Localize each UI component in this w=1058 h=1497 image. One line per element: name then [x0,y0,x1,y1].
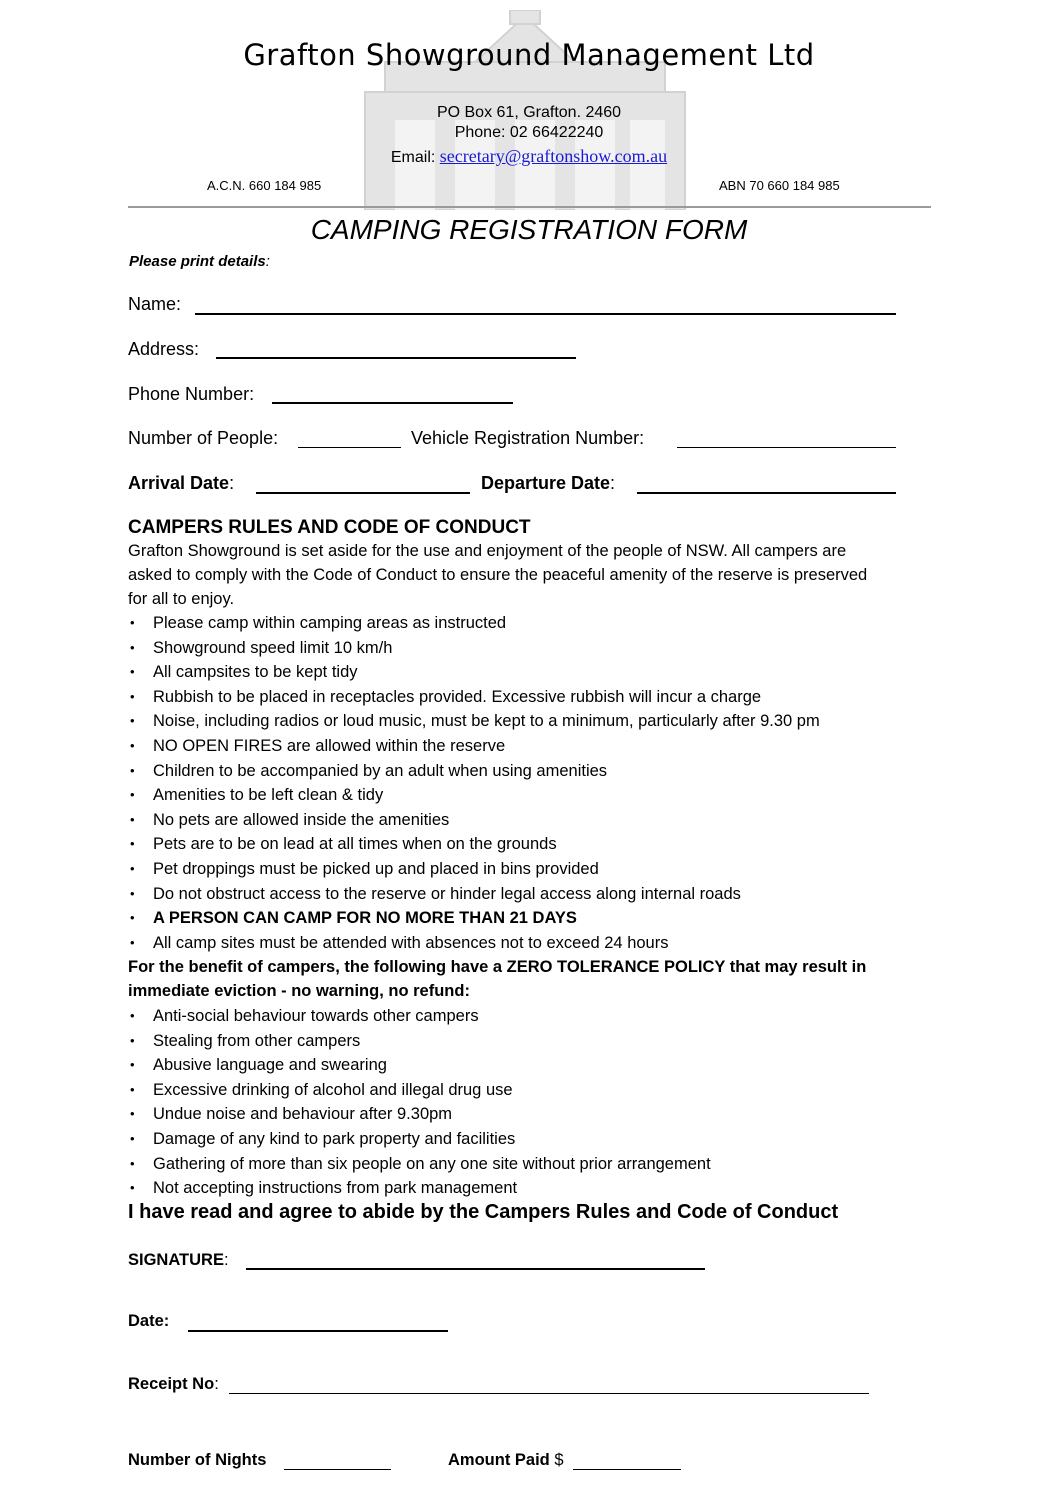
bullet-icon: • [130,1057,135,1073]
list-item: Amenities to be left clean & tidy [153,786,384,805]
people-field[interactable] [298,447,401,448]
list-item: Gathering of more than six people on any one site without prior arrangement [153,1154,711,1173]
signature-colon: : [223,1251,229,1269]
name-label: Name: [128,294,182,314]
list-item: Stealing from other campers [153,1031,361,1050]
bullet-icon: • [130,910,135,926]
bullet-icon: • [130,639,135,655]
amount-field[interactable] [573,1469,681,1470]
receipt-label-text: Receipt No [128,1375,215,1393]
arrival-label [128,473,234,494]
abn-number: ABN 70 660 184 985 [719,178,840,193]
rules-heading: CAMPERS RULES AND CODE OF CONDUCT [128,517,531,538]
address-field[interactable] [216,357,576,359]
list-item: Anti-social behaviour towards other campers [153,1007,479,1025]
postal-address: PO Box 61, Grafton. 2460 [436,104,622,121]
amount-label-text: Amount Paid [448,1451,550,1469]
date-field[interactable] [188,1330,448,1332]
departure-colon: : [610,473,616,493]
bullet-icon: • [130,836,135,852]
zero-tolerance-line: For the benefit of campers, the following have a ZERO TOLERANCE POLICY that may result in [128,958,867,976]
print-instruction [129,253,270,270]
list-item: All camp sites must be attended with absences not to exceed 24 hours [153,933,669,952]
header-divider [128,206,931,208]
arrival-date-field[interactable] [256,492,470,494]
list-item: Not accepting instructions from park management [153,1179,518,1198]
list-item: Excessive drinking of alcohol and illegal drug use [153,1080,513,1099]
list-item: Noise, including radios or loud music, must be kept to a minimum, particularly after 9.30 pm [153,712,820,731]
phone-number: Phone: 02 66422240 [454,124,604,141]
receipt-field[interactable] [229,1393,869,1394]
bullet-icon: • [130,934,135,950]
bullet-icon: • [130,615,135,630]
email-line [0,146,1058,167]
list-item: Damage of any kind to park property and facilities [153,1130,516,1148]
list-item: Pets are to be on lead at all times when on the grounds [153,835,557,854]
organisation-name: Grafton Showground Management Ltd [243,38,815,72]
signature-label-text: SIGNATURE [128,1251,224,1269]
departure-date-field[interactable] [637,492,896,494]
acn-number: A.C.N. 660 184 985 [207,178,322,193]
signature-label [128,1251,229,1270]
nights-field[interactable] [284,1469,391,1470]
bullet-icon: • [130,1180,135,1196]
list-item: Do not obstruct access to the reserve or hinder legal access along internal roads [153,884,741,903]
list-item: Rubbish to be placed in receptacles provided. Excessive rubbish will incur a charge [153,687,762,706]
agreement-statement: I have read and agree to abide by the Campers Rules and Code of Conduct [128,1201,839,1223]
arrival-colon: : [229,473,235,493]
form-title: CAMPING REGISTRATION FORM [310,214,748,245]
zero-tolerance-line: immediate eviction - no warning, no refund: [128,982,470,1000]
nights-label: Number of Nights [128,1451,267,1469]
list-item: Children to be accompanied by an adult when using amenities [153,761,608,780]
list-item: Undue noise and behaviour after 9.30pm [153,1105,453,1124]
receipt-colon: : [214,1375,219,1393]
list-item: Pet droppings must be picked up and placed in bins provided [153,860,599,878]
bullet-icon: • [130,811,135,827]
email-link[interactable]: secretary@graftonshow.com.au [439,146,668,166]
departure-label-text: Departure Date [481,473,611,493]
phone-label: Phone Number: [128,384,255,404]
rules-intro-line: Grafton Showground is set aside for the use and enjoyment of the people of NSW. All campers are [128,542,847,560]
bullet-icon: • [130,664,135,680]
address-label: Address: [128,339,200,359]
list-item: Showground speed limit 10 km/h [153,638,393,657]
zero-tolerance-heading [128,955,933,1003]
bullet-icon: • [130,861,135,876]
bullet-icon: • [130,787,135,803]
email-label: Email: [390,149,440,166]
bullet-icon: • [130,1008,135,1023]
bullet-icon: • [130,1131,135,1146]
vehicle-label: Vehicle Registration Number: [411,428,645,448]
vehicle-field[interactable] [677,447,896,448]
bullet-icon: • [130,1155,135,1171]
list-item: Please camp within camping areas as instructed [153,614,507,632]
list-item: No pets are allowed inside the amenities [153,810,450,829]
print-instruction-colon: : [265,253,270,270]
rules-intro-line: asked to comply with the Code of Conduct to ensure the peaceful amenity of the reserve is preserved [128,566,868,584]
signature-field[interactable] [246,1268,705,1270]
bullet-icon: • [130,762,135,778]
list-item: Abusive language and swearing [153,1056,387,1075]
phone-field[interactable] [272,402,513,404]
bullet-icon: • [130,1106,135,1122]
arrival-label-text: Arrival Date [128,473,230,493]
name-field[interactable] [195,313,896,315]
bullet-icon: • [130,713,135,729]
bullet-icon: • [130,1032,135,1048]
bullet-icon: • [130,1081,135,1097]
dollar-sign: $ [554,1451,564,1469]
list-item: NO OPEN FIRES are allowed within the reserve [153,737,506,755]
rules-intro [128,539,933,611]
bullet-icon: • [130,738,135,753]
departure-label [481,473,615,494]
bullet-icon: • [130,688,135,704]
people-label: Number of People: [128,428,279,448]
bullet-icon: • [130,885,135,901]
list-item: A PERSON CAN CAMP FOR NO MORE THAN 21 DAYS [153,909,577,928]
print-instruction-text: Please print details [129,253,266,270]
list-item: All campsites to be kept tidy [153,663,358,682]
amount-label [448,1451,564,1470]
receipt-label [128,1375,219,1394]
rules-intro-line: for all to enjoy. [128,590,235,608]
date-label: Date: [128,1312,170,1330]
